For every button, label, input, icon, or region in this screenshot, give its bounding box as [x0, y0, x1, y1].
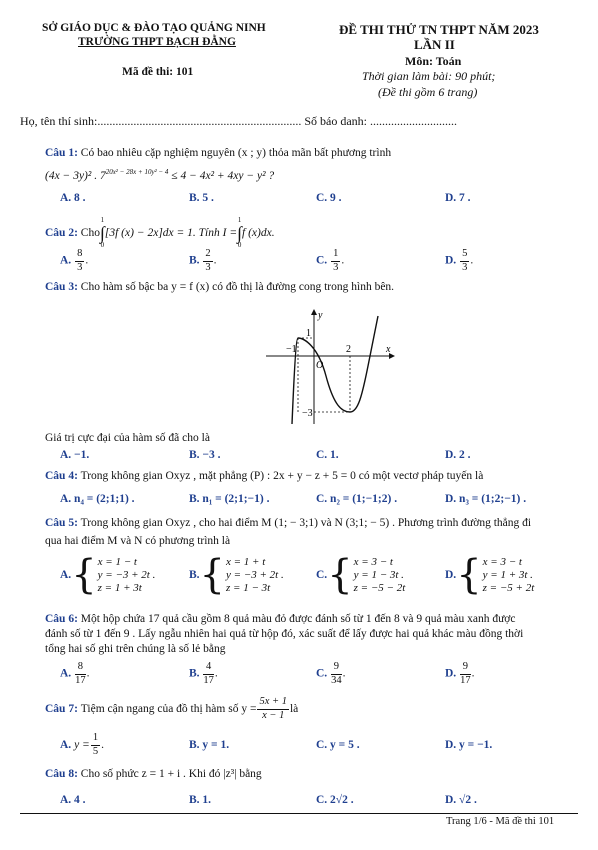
question-text: Có bao nhiêu cặp nghiệm nguyên (x ; y) thỏa mãn bất phương trình	[80, 147, 392, 159]
question-4: Câu 4: Trong không gian Oxyz , mặt phẳng (P) : 2x + y − z + 5 = 0 có một vectơ pháp tuyến là	[45, 470, 484, 482]
q7-option-d[interactable]: D. y = −1.	[445, 739, 493, 751]
question-label: Câu 8:	[45, 768, 78, 780]
q5-option-d[interactable]: D. { x = 3 − t y = 1 + 3t . z = −5 + 2t	[445, 552, 535, 598]
school-name: TRƯỜNG THPT BẠCH ĐẰNG	[78, 36, 236, 48]
q7-option-a[interactable]: A. y = $\frac{1}{5}$ .	[60, 732, 104, 757]
question-6-line2: đánh số từ 1 đến 9 . Lấy ngẫu nhiên hai quả từ hộp đó, xác suất để lấy được hai quả khác màu đồng thời	[45, 628, 524, 640]
question-5-line2: qua hai điểm M và N có phương trình là	[45, 535, 231, 547]
q5-option-a[interactable]: A. { x = 1 − t y = −3 + 2t . z = 1 + 3t	[60, 552, 156, 598]
q4-option-c[interactable]: C. n₂ = (1;−1;2) .	[316, 493, 398, 505]
svg-text:2: 2	[346, 344, 351, 355]
exam-round: LẦN II	[414, 37, 455, 52]
q8-option-b[interactable]: B. 1.	[189, 794, 212, 806]
cubic-graph	[262, 306, 402, 426]
question-2: Câu 2: Cho 1 ∫ 0 [3f (x) − 2x]dx = 1. Tính I = 1 ∫ 0 f (x)dx.	[45, 216, 275, 249]
q5-option-b[interactable]: B. { x = 1 + t y = −3 + 2t . z = 1 − 3t	[189, 552, 284, 598]
q6-option-d[interactable]: D. $\frac{9}{17}$ .	[445, 661, 475, 686]
svg-text:y: y	[318, 310, 323, 321]
question-label: Câu 7:	[45, 703, 78, 715]
svg-text:−3: −3	[302, 408, 313, 419]
q3-option-d[interactable]: D. 2 .	[445, 449, 471, 461]
question-6-line3: tổng hai số ghi trên chúng là số lẻ bằng	[45, 643, 226, 655]
q6-option-b[interactable]: B. $\frac{4}{17}$ .	[189, 661, 218, 686]
svg-text:x: x	[386, 344, 391, 355]
function-fraction: $\frac{5x + 1}{x - 1}$	[259, 696, 287, 721]
q3-option-c[interactable]: C. 1.	[316, 449, 339, 461]
q3-option-a[interactable]: A. −1.	[60, 449, 90, 461]
q7-option-c[interactable]: C. y = 5 .	[316, 739, 360, 751]
question-label: Câu 5:	[45, 517, 78, 529]
q2-option-c[interactable]: C. $\frac{1}{3}$ .	[316, 248, 345, 273]
question-label: Câu 3:	[45, 281, 78, 293]
question-1-formula: (4x − 3y)² . $7^{20x^2 - 28x + 10y^2 - 4} \le 4 - 4x^2 + 4xy - y^2$ ?	[45, 168, 275, 182]
question-3: Câu 3: Cho hàm số bậc ba y = f (x) có đồ thị là đường cong trong hình bên.	[45, 281, 395, 293]
q1-option-d[interactable]: D. 7 .	[445, 192, 471, 204]
student-info-line: Họ, tên thí sinh:.................................................................... Số báo danh: .............................	[20, 114, 457, 128]
q8-option-c[interactable]: C. 2√2 .	[316, 794, 354, 806]
q8-option-d[interactable]: D. √2 .	[445, 794, 477, 806]
page-count: (Đề thi gồm 6 trang)	[378, 85, 478, 99]
svg-text:O: O	[316, 360, 324, 371]
time-limit: Thời gian làm bài: 90 phút;	[362, 69, 496, 83]
q5-option-c[interactable]: C. { x = 3 − t y = 1 − 3t . z = −5 − 2t	[316, 552, 406, 598]
svg-text:1: 1	[306, 328, 311, 339]
exam-title: ĐỀ THI THỬ TN THPT NĂM 2023	[339, 22, 539, 37]
q4-option-a[interactable]: A. n₄ = (2;1;1) .	[60, 493, 135, 505]
svg-text:−1: −1	[286, 344, 297, 355]
question-5: Câu 5: Trong không gian Oxyz , cho hai điểm M (1; − 3;1) và N (3;1; − 5) . Phương trình đường thẳng đi	[45, 517, 532, 529]
q7-option-b[interactable]: B. y = 1.	[189, 739, 230, 751]
exam-code: Mã đề thi: 101	[122, 66, 194, 78]
question-label: Câu 2:	[45, 227, 78, 239]
question-label: Câu 6:	[45, 613, 78, 625]
integral-sign: 1 ∫ 0	[99, 216, 105, 249]
q1-option-c[interactable]: C. 9 .	[316, 192, 342, 204]
q1-option-a[interactable]: A. 8 .	[60, 192, 86, 204]
q2-option-d[interactable]: D. $\frac{5}{3}$ .	[445, 248, 474, 273]
question-1	[45, 147, 391, 159]
q2-option-a[interactable]: A. $\frac{8}{3}$ .	[60, 248, 89, 273]
question-label: Câu 4:	[45, 470, 78, 482]
integral-sign: 1 ∫ 0	[237, 216, 243, 249]
q1-option-b[interactable]: B. 5 .	[189, 192, 214, 204]
q6-option-c[interactable]: C. $\frac{9}{34}$ .	[316, 661, 346, 686]
q8-option-a[interactable]: A. 4 .	[60, 794, 86, 806]
footer-divider	[20, 813, 578, 814]
question-7: Câu 7: Tiệm cận ngang của đồ thị hàm số y = $\frac{5x + 1}{x - 1}$ là	[45, 696, 299, 721]
q4-option-b[interactable]: B. n₁ = (2;1;−1) .	[189, 493, 270, 505]
q3-option-b[interactable]: B. −3 .	[189, 449, 221, 461]
question-3-prompt: Giá trị cực đại của hàm số đã cho là	[45, 432, 210, 444]
question-8: Câu 8: Cho số phức z = 1 + i . Khi đó |z³| bằng	[45, 768, 262, 780]
q4-option-d[interactable]: D. n₃ = (1;2;−1) .	[445, 493, 527, 505]
page-footer: Trang 1/6 - Mã đề thi 101	[446, 816, 555, 827]
department: SỞ GIÁO DỤC & ĐÀO TẠO QUẢNG NINH	[42, 22, 266, 34]
q6-option-a[interactable]: A. $\frac{8}{17}$ .	[60, 661, 90, 686]
question-6: Câu 6: Một hộp chứa 17 quả cầu gồm 8 quả màu đỏ được đánh số từ 1 đến 8 và 9 quả màu xanh được	[45, 613, 516, 625]
subject: Môn: Toán	[405, 54, 462, 68]
q2-option-b[interactable]: B. $\frac{2}{3}$ .	[189, 248, 217, 273]
question-label: Câu 1:	[45, 147, 78, 159]
